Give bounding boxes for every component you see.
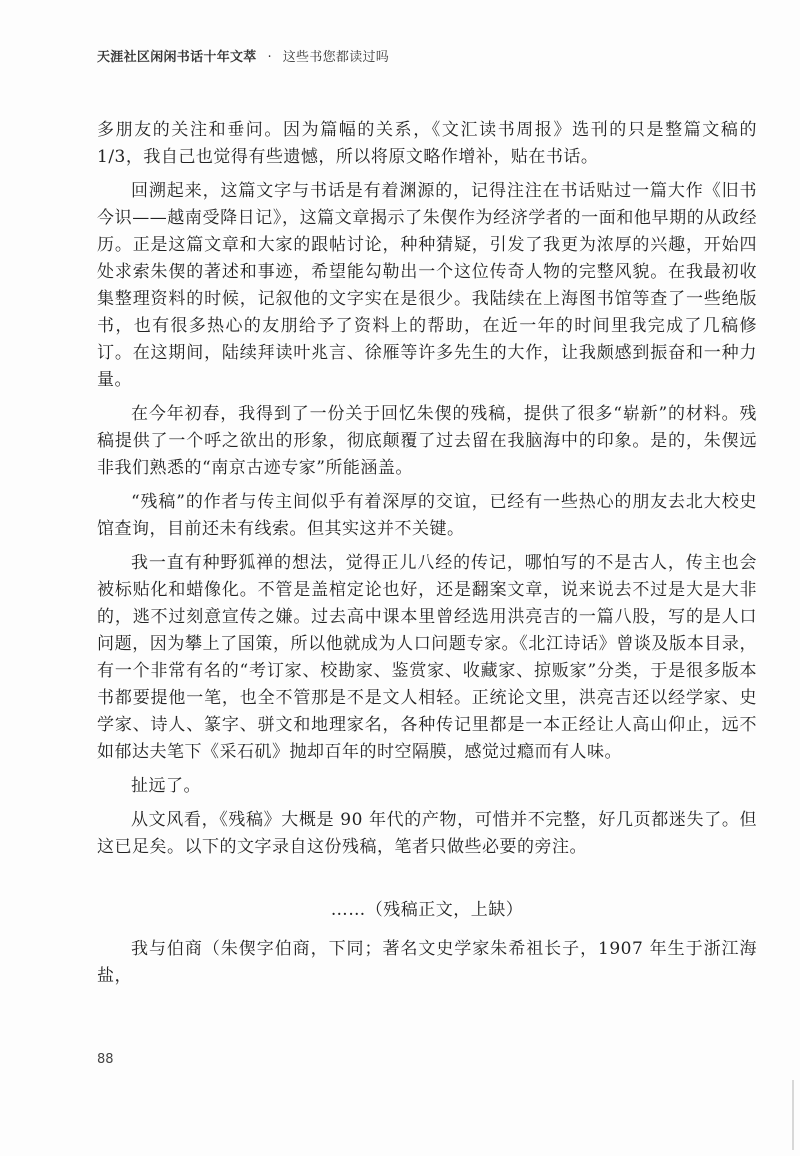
header-separator: · xyxy=(267,50,272,65)
section-title: 这些书您都读过吗 xyxy=(282,50,390,65)
paragraph-last: 我与伯商（朱偰字伯商，下同；著名文史学家朱希祖长子，1907 年生于浙江海盐， xyxy=(97,939,757,986)
paragraph: 我一直有种野狐禅的想法，觉得正儿八经的传记，哪怕写的不是古人，传主也会被标贴化和蜡像化。不管是盖棺定论也好，还是翻案文章，说来说去不过是大是大非的，逃不过刻意宣传之嫌。过去高中课本里曾经选用洪亮吉的一篇八股，写的是人口问题，因为攀上了国策，所以他就成为人口问题专家。《北江诗话》曾谈及版本目录，有一个非常有名的“考订家、校勘家、鉴赏家、收藏家、掠贩家”分类，于是很多版本书都要提他一笔，也全不管那是不是文人相轻。正统论文里，洪亮吉还以经学家、史学家、诗人、篆字、骈文和地理家名，各种传记里都是一本正经让人高山仰止，远不如郁达夫笔下《采石矶》抛却百年的时空隔膜，感觉过瘾而有人味。 xyxy=(97,553,757,762)
scan-edge-shadow xyxy=(792,1080,794,1150)
paragraph: 扯远了。 xyxy=(131,776,201,796)
running-header xyxy=(97,46,389,65)
paragraph: 从文风看，《残稿》大概是 90 年代的产物，可惜并不完整，好几页都迷失了。但这已足矣。以下的文字录自这份残稿，笔者只做些必要的旁注。 xyxy=(97,810,757,857)
fragment-marker: ……（残稿正文，上缺） xyxy=(330,900,524,920)
paragraph: 回溯起来，这篇文字与书话是有着渊源的，记得注注在书话贴过一篇大作《旧书今识——越南受降日记》，这篇文章揭示了朱偰作为经济学者的一面和他早期的从政经历。正是这篇文章和大家的跟帖讨论，种种猜疑，引发了我更为浓厚的兴趣，开始四处求索朱偰的著述和事迹，希望能勾勒出一个这位传奇人物的完整风貌。在我最初收集整理资料的时候，记叙他的文字实在是很少。我陆续在上海图书馆等查了一些绝版书，也有很多热心的友朋给予了资料上的帮助，在近一年的时间里我完成了几稿修订。在这期间，陆续拜读叶兆言、徐雁等许多先生的大作，让我颇感到振奋和一种力量。 xyxy=(97,181,757,390)
paragraph-continued: 多朋友的关注和垂问。因为篇幅的关系，《文汇读书周报》选刊的只是整篇文稿的 1/3，我自己也觉得有些遗憾，所以将原文略作增补，贴在书话。 xyxy=(97,120,757,167)
paragraph: 在今年初春，我得到了一份关于回忆朱偰的残稿，提供了很多“崭新”的材料。残稿提供了一个呼之欲出的形象，彻底颠覆了过去留在我脑海中的印象。是的，朱偰远非我们熟悉的“南京古迹专家”所能涵盖。 xyxy=(97,404,757,478)
page-number: 88 xyxy=(97,1052,114,1067)
paragraph: “残稿”的作者与传主间似乎有着深厚的交谊，已经有一些热心的朋友去北大校史馆查询，目前还未有线索。但其实这并不关键。 xyxy=(97,492,757,539)
book-title: 天涯社区闲闲书话十年文萃 xyxy=(97,50,257,65)
page-body xyxy=(97,117,757,997)
